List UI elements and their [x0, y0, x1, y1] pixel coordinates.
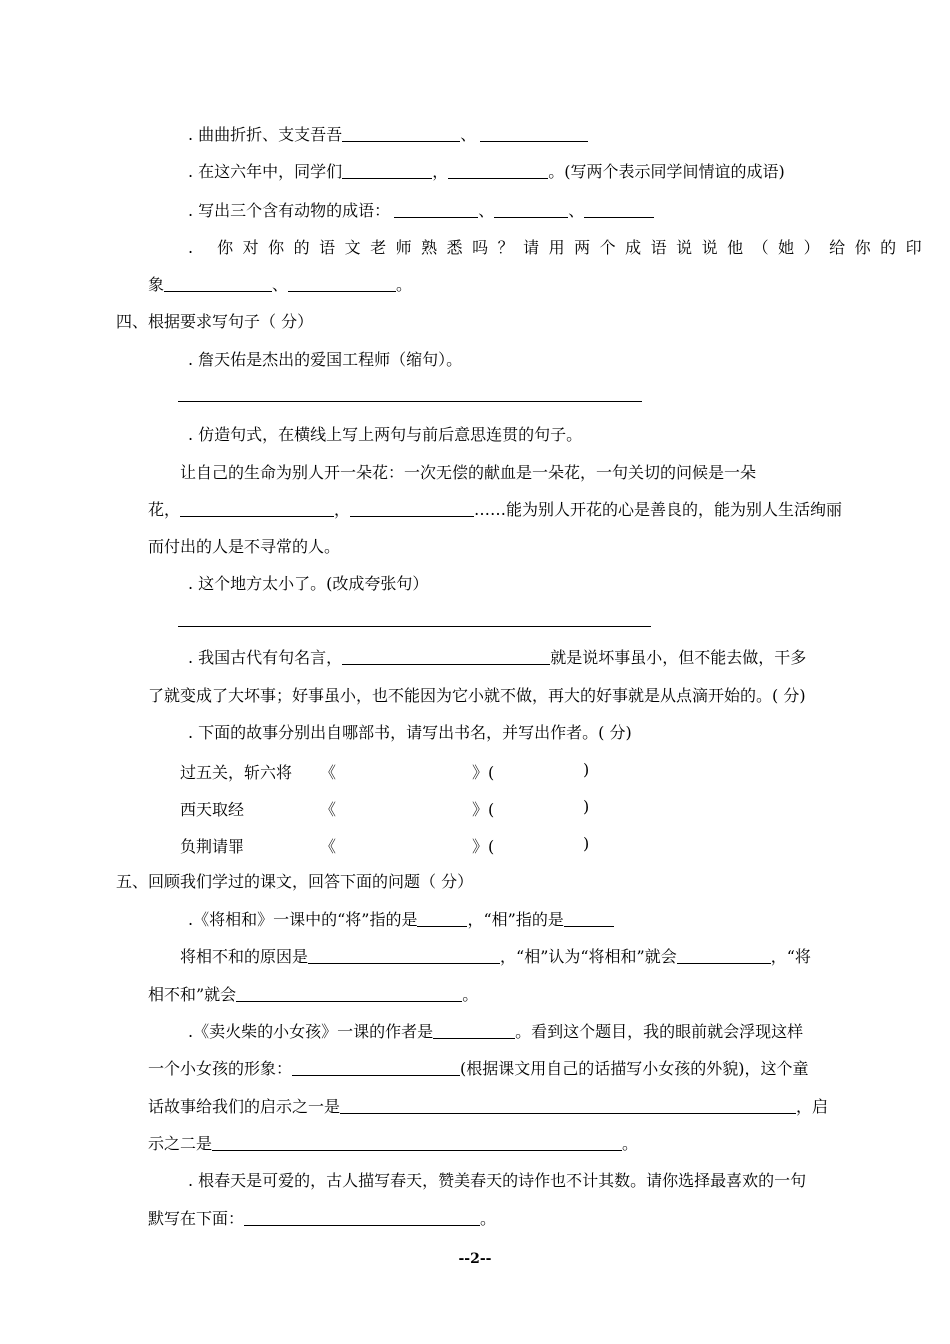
- answer-blank[interactable]: [340, 1097, 796, 1114]
- sentence-q1: . 詹天佑是杰出的爱国工程师（缩句）。: [188, 350, 463, 369]
- review-q2-line3: [148, 1097, 828, 1117]
- idiom-prompt-4: . 你对你的语文老师熟悉吗？请用两个成语说说他（她）给你的印: [188, 238, 932, 257]
- review-q1-line3: [148, 985, 478, 1005]
- answer-blank[interactable]: [342, 648, 550, 665]
- text: 就是说坏事虽小，但不能去做，干多: [550, 648, 807, 667]
- review-q3: . 根春天是可爱的，古人描写春天，赞美春天的诗作也不计其数。请你选择最喜欢的一句: [188, 1171, 807, 1190]
- story-name: 过五关，斩六将: [180, 763, 293, 782]
- idiom-prompt-3: . 写出三个含有动物的成语：: [188, 201, 391, 220]
- punct: 、: [272, 275, 289, 294]
- answer-blank[interactable]: [417, 910, 467, 927]
- section-heading-5: 五、回顾我们学过的课文，回答下面的问题（ 分）: [116, 872, 474, 891]
- text: 。: [480, 1209, 497, 1228]
- idiom-line-4: [188, 238, 931, 258]
- answer-blank[interactable]: [433, 1022, 515, 1039]
- story-name: 西天取经: [180, 800, 245, 819]
- idiom-line-1: [188, 125, 588, 145]
- text: 一个小女孩的形象：: [148, 1059, 293, 1078]
- punct: 》(: [472, 800, 495, 819]
- answer-blank[interactable]: [244, 1209, 480, 1226]
- answer-blank[interactable]: [288, 275, 396, 292]
- review-q2-line2: [148, 1059, 809, 1079]
- sentence-q2-line2: [148, 500, 842, 520]
- text: .《卖火柴的小女孩》一课的作者是: [188, 1022, 434, 1041]
- story-name: 负荆请罪: [180, 837, 245, 856]
- text: ，启: [796, 1097, 829, 1116]
- punct: 》(: [472, 837, 495, 856]
- sentence-q2-example: 让自己的生命为别人开一朵花：一次无偿的献血是一朵花，一句关切的问候是一朵: [180, 463, 757, 482]
- text: .《将相和》一课中的“将”指的是: [188, 910, 418, 929]
- punct: ): [583, 834, 590, 853]
- answer-blank[interactable]: [180, 500, 334, 517]
- answer-blank[interactable]: [212, 1134, 622, 1151]
- review-q2-line4: [148, 1134, 638, 1154]
- idiom-hint-2: (写两个表示同学间情谊的成语): [564, 162, 785, 181]
- text: ……能为别人开花的心是善良的，能为别人生活绚丽: [474, 500, 843, 519]
- idiom-line-2: [188, 162, 785, 182]
- answer-blank[interactable]: [494, 201, 568, 218]
- text: 示之二是: [148, 1134, 213, 1153]
- answer-blank[interactable]: [448, 162, 548, 179]
- punct: 《: [320, 837, 337, 856]
- text: 。: [462, 985, 479, 1004]
- answer-blank[interactable]: [394, 201, 478, 218]
- review-q1-line2: [180, 947, 811, 967]
- book-row: [180, 797, 600, 817]
- punct: 、: [460, 125, 477, 144]
- punct: ，: [334, 500, 351, 519]
- idiom-line-4b: [148, 275, 412, 295]
- punct: 。: [396, 275, 413, 294]
- sentence-q2: . 仿造句式，在横线上写上两句与前后意思连贯的句子。: [188, 425, 583, 444]
- answer-blank[interactable]: [342, 162, 432, 179]
- punct: 《: [320, 763, 337, 782]
- review-q3-line2: [148, 1209, 496, 1229]
- answer-blank[interactable]: [292, 1059, 460, 1076]
- section-heading-4: 四、根据要求写句子（ 分）: [116, 312, 314, 331]
- idiom-prompt-2: . 在这六年中，同学们: [188, 162, 343, 181]
- punct: 。: [548, 162, 565, 181]
- answer-blank[interactable]: [342, 125, 460, 142]
- text: 话故事给我们的启示之一是: [148, 1097, 341, 1116]
- idiom-line-3: [188, 201, 654, 221]
- punct: ): [583, 797, 590, 816]
- answer-line[interactable]: [178, 626, 651, 627]
- book-row: [180, 760, 600, 780]
- answer-blank[interactable]: [350, 500, 474, 517]
- sentence-q4-cont: 了就变成了大坏事；好事虽小，也不能因为它小就不做，再大的好事就是从点滴开始的。( 分): [148, 686, 806, 705]
- text: ，“相”指的是: [467, 910, 564, 929]
- review-q1: [188, 910, 614, 930]
- punct: 、: [568, 201, 585, 220]
- punct: 》(: [472, 763, 495, 782]
- text: 花，: [148, 500, 181, 519]
- punct: ): [583, 760, 590, 779]
- answer-blank[interactable]: [677, 947, 771, 964]
- answer-blank[interactable]: [584, 201, 654, 218]
- page-number: --2--: [458, 1251, 492, 1267]
- answer-blank[interactable]: [164, 275, 272, 292]
- idiom-prompt-1: . 曲曲折折、支支吾吾: [188, 125, 343, 144]
- review-q2: [188, 1022, 803, 1042]
- text: 。: [622, 1134, 639, 1153]
- punct: 、: [478, 201, 495, 220]
- text: 将相不和的原因是: [180, 947, 309, 966]
- book-row: [180, 834, 600, 854]
- sentence-q4: [188, 648, 806, 668]
- punct: 《: [320, 800, 337, 819]
- text: ，“将: [770, 947, 811, 966]
- punct: ，: [432, 162, 449, 181]
- text: 默写在下面：: [148, 1209, 245, 1228]
- sentence-q5: . 下面的故事分别出自哪部书，请写出书名，并写出作者。( 分): [188, 723, 632, 742]
- text: 。看到这个题目，我的眼前就会浮现这样: [515, 1022, 804, 1041]
- text: . 我国古代有句名言，: [188, 648, 343, 667]
- answer-line[interactable]: [178, 401, 642, 402]
- text: ，“相”认为“将相和”就会: [500, 947, 677, 966]
- sentence-q3: . 这个地方太小了。(改成夸张句）: [188, 574, 429, 593]
- sentence-q2-line3: 而付出的人是不寻常的人。: [148, 537, 341, 556]
- answer-blank[interactable]: [308, 947, 500, 964]
- text: (根据课文用自己的话描写小女孩的外貌)，这个童: [460, 1059, 809, 1078]
- text: 相不和”就会: [148, 985, 237, 1004]
- answer-blank[interactable]: [564, 910, 614, 927]
- answer-blank[interactable]: [236, 985, 462, 1002]
- idiom-prompt-4-cont: 象: [148, 275, 165, 294]
- answer-blank[interactable]: [480, 125, 588, 142]
